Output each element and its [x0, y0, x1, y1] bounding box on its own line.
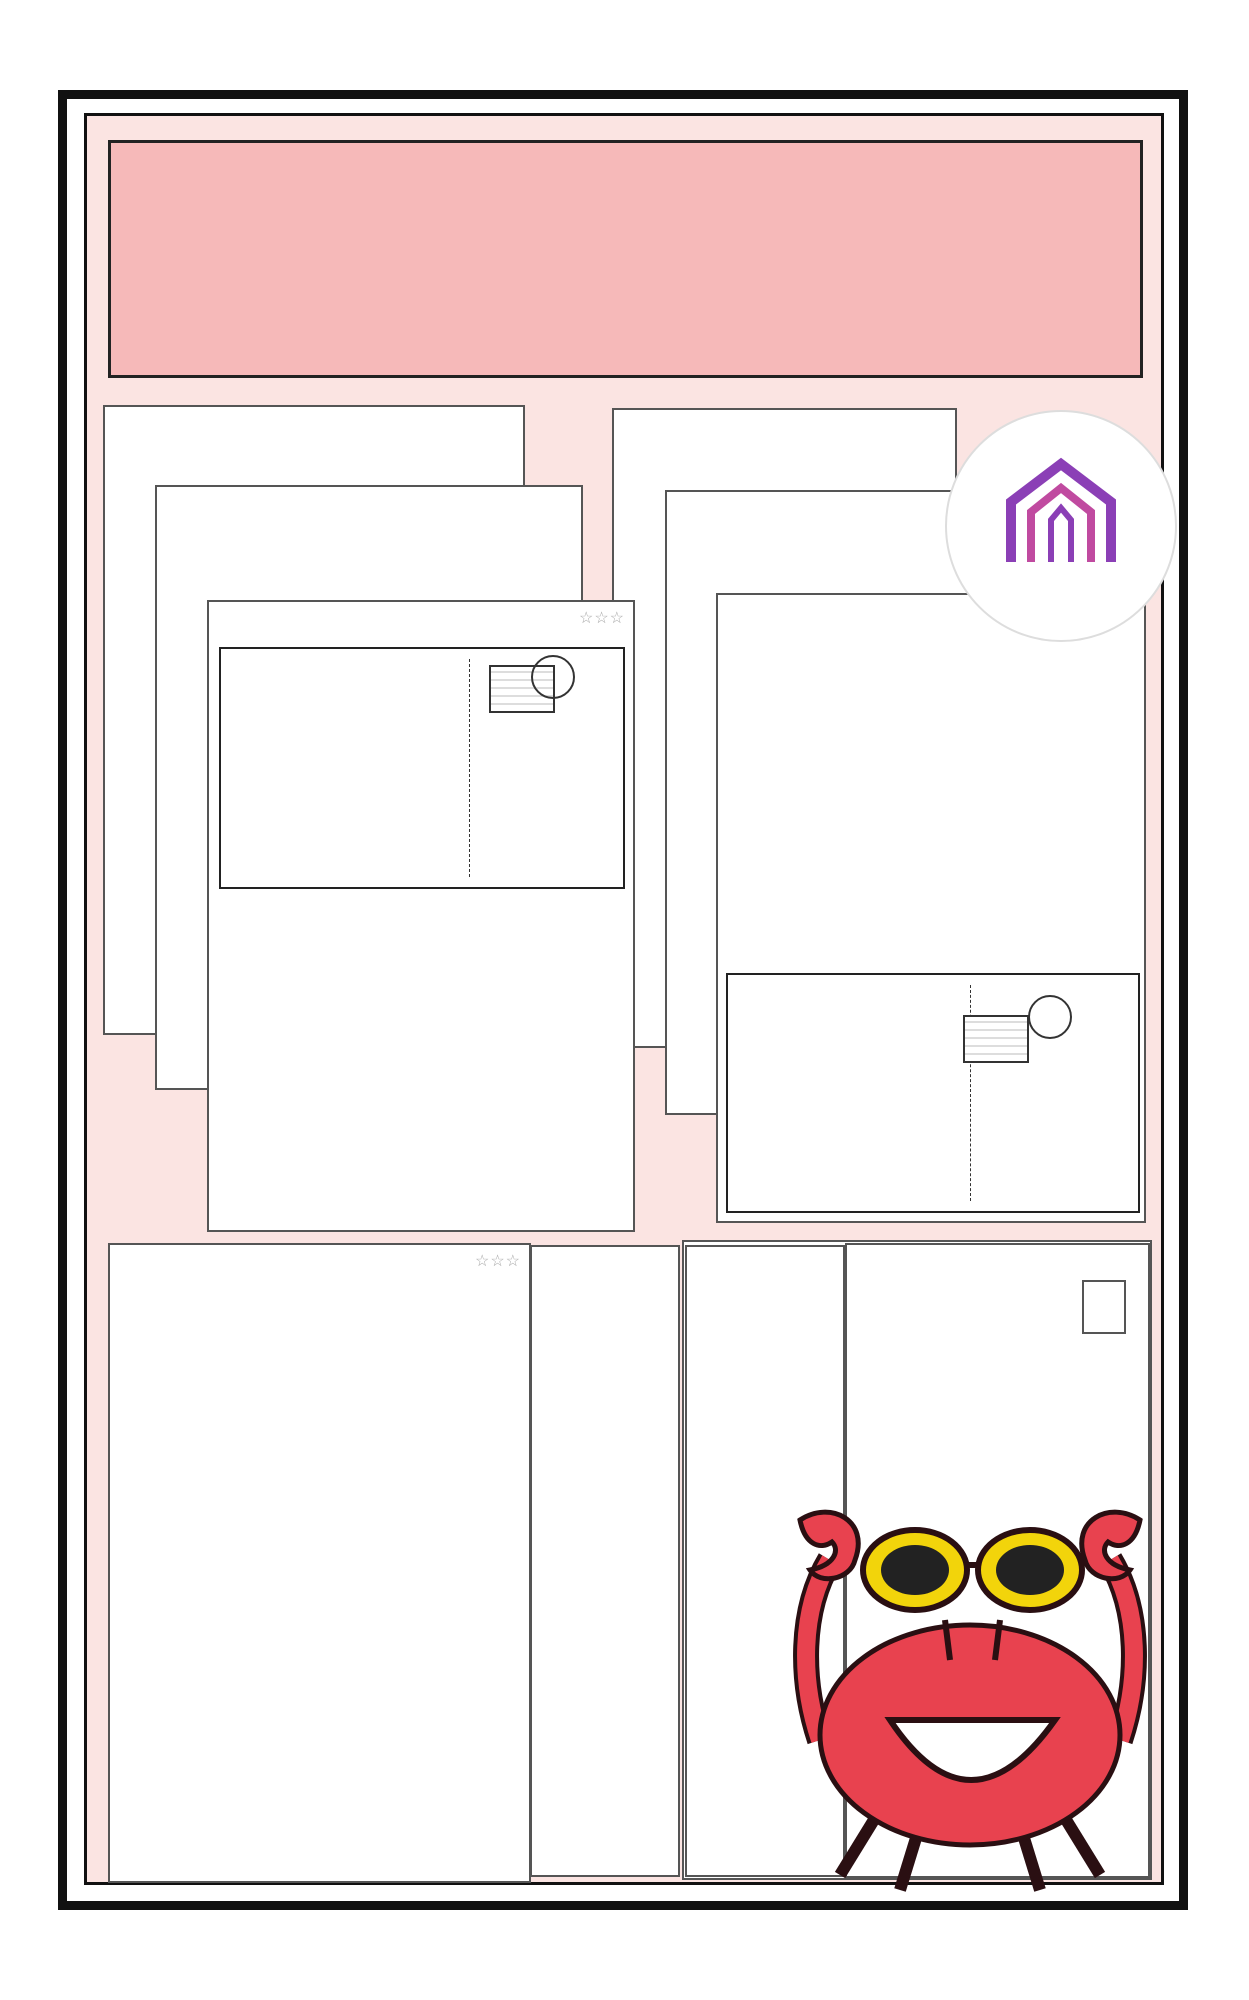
starfish-icon: [622, 1028, 700, 1106]
difficulty-stars: ☆☆☆: [578, 610, 625, 627]
title-banner: [108, 140, 1143, 378]
starfish-icon: [932, 1408, 1004, 1480]
stamp-box: [1082, 1280, 1126, 1334]
postcard-divider: [469, 659, 470, 877]
crab-mascot-icon: [760, 1480, 1180, 1900]
starfish-icon: [272, 1728, 344, 1800]
worksheet-b-front: [716, 593, 1146, 1223]
worksheet-a-front: [207, 600, 635, 1232]
postmark-icon: [1028, 995, 1072, 1039]
starfish-icon: [530, 405, 602, 477]
postcard-tom: [726, 973, 1140, 1213]
starfish-icon: [98, 1145, 170, 1217]
worksheet-e-back-1: [530, 1245, 680, 1877]
difficulty-stars: ☆☆☆: [474, 1253, 521, 1270]
stamp-icon: [963, 1015, 1029, 1063]
postcard-jane: [219, 647, 625, 889]
starfish-icon: [100, 355, 180, 435]
starfish-icon: [1060, 605, 1132, 677]
postmark-icon: [531, 655, 575, 699]
